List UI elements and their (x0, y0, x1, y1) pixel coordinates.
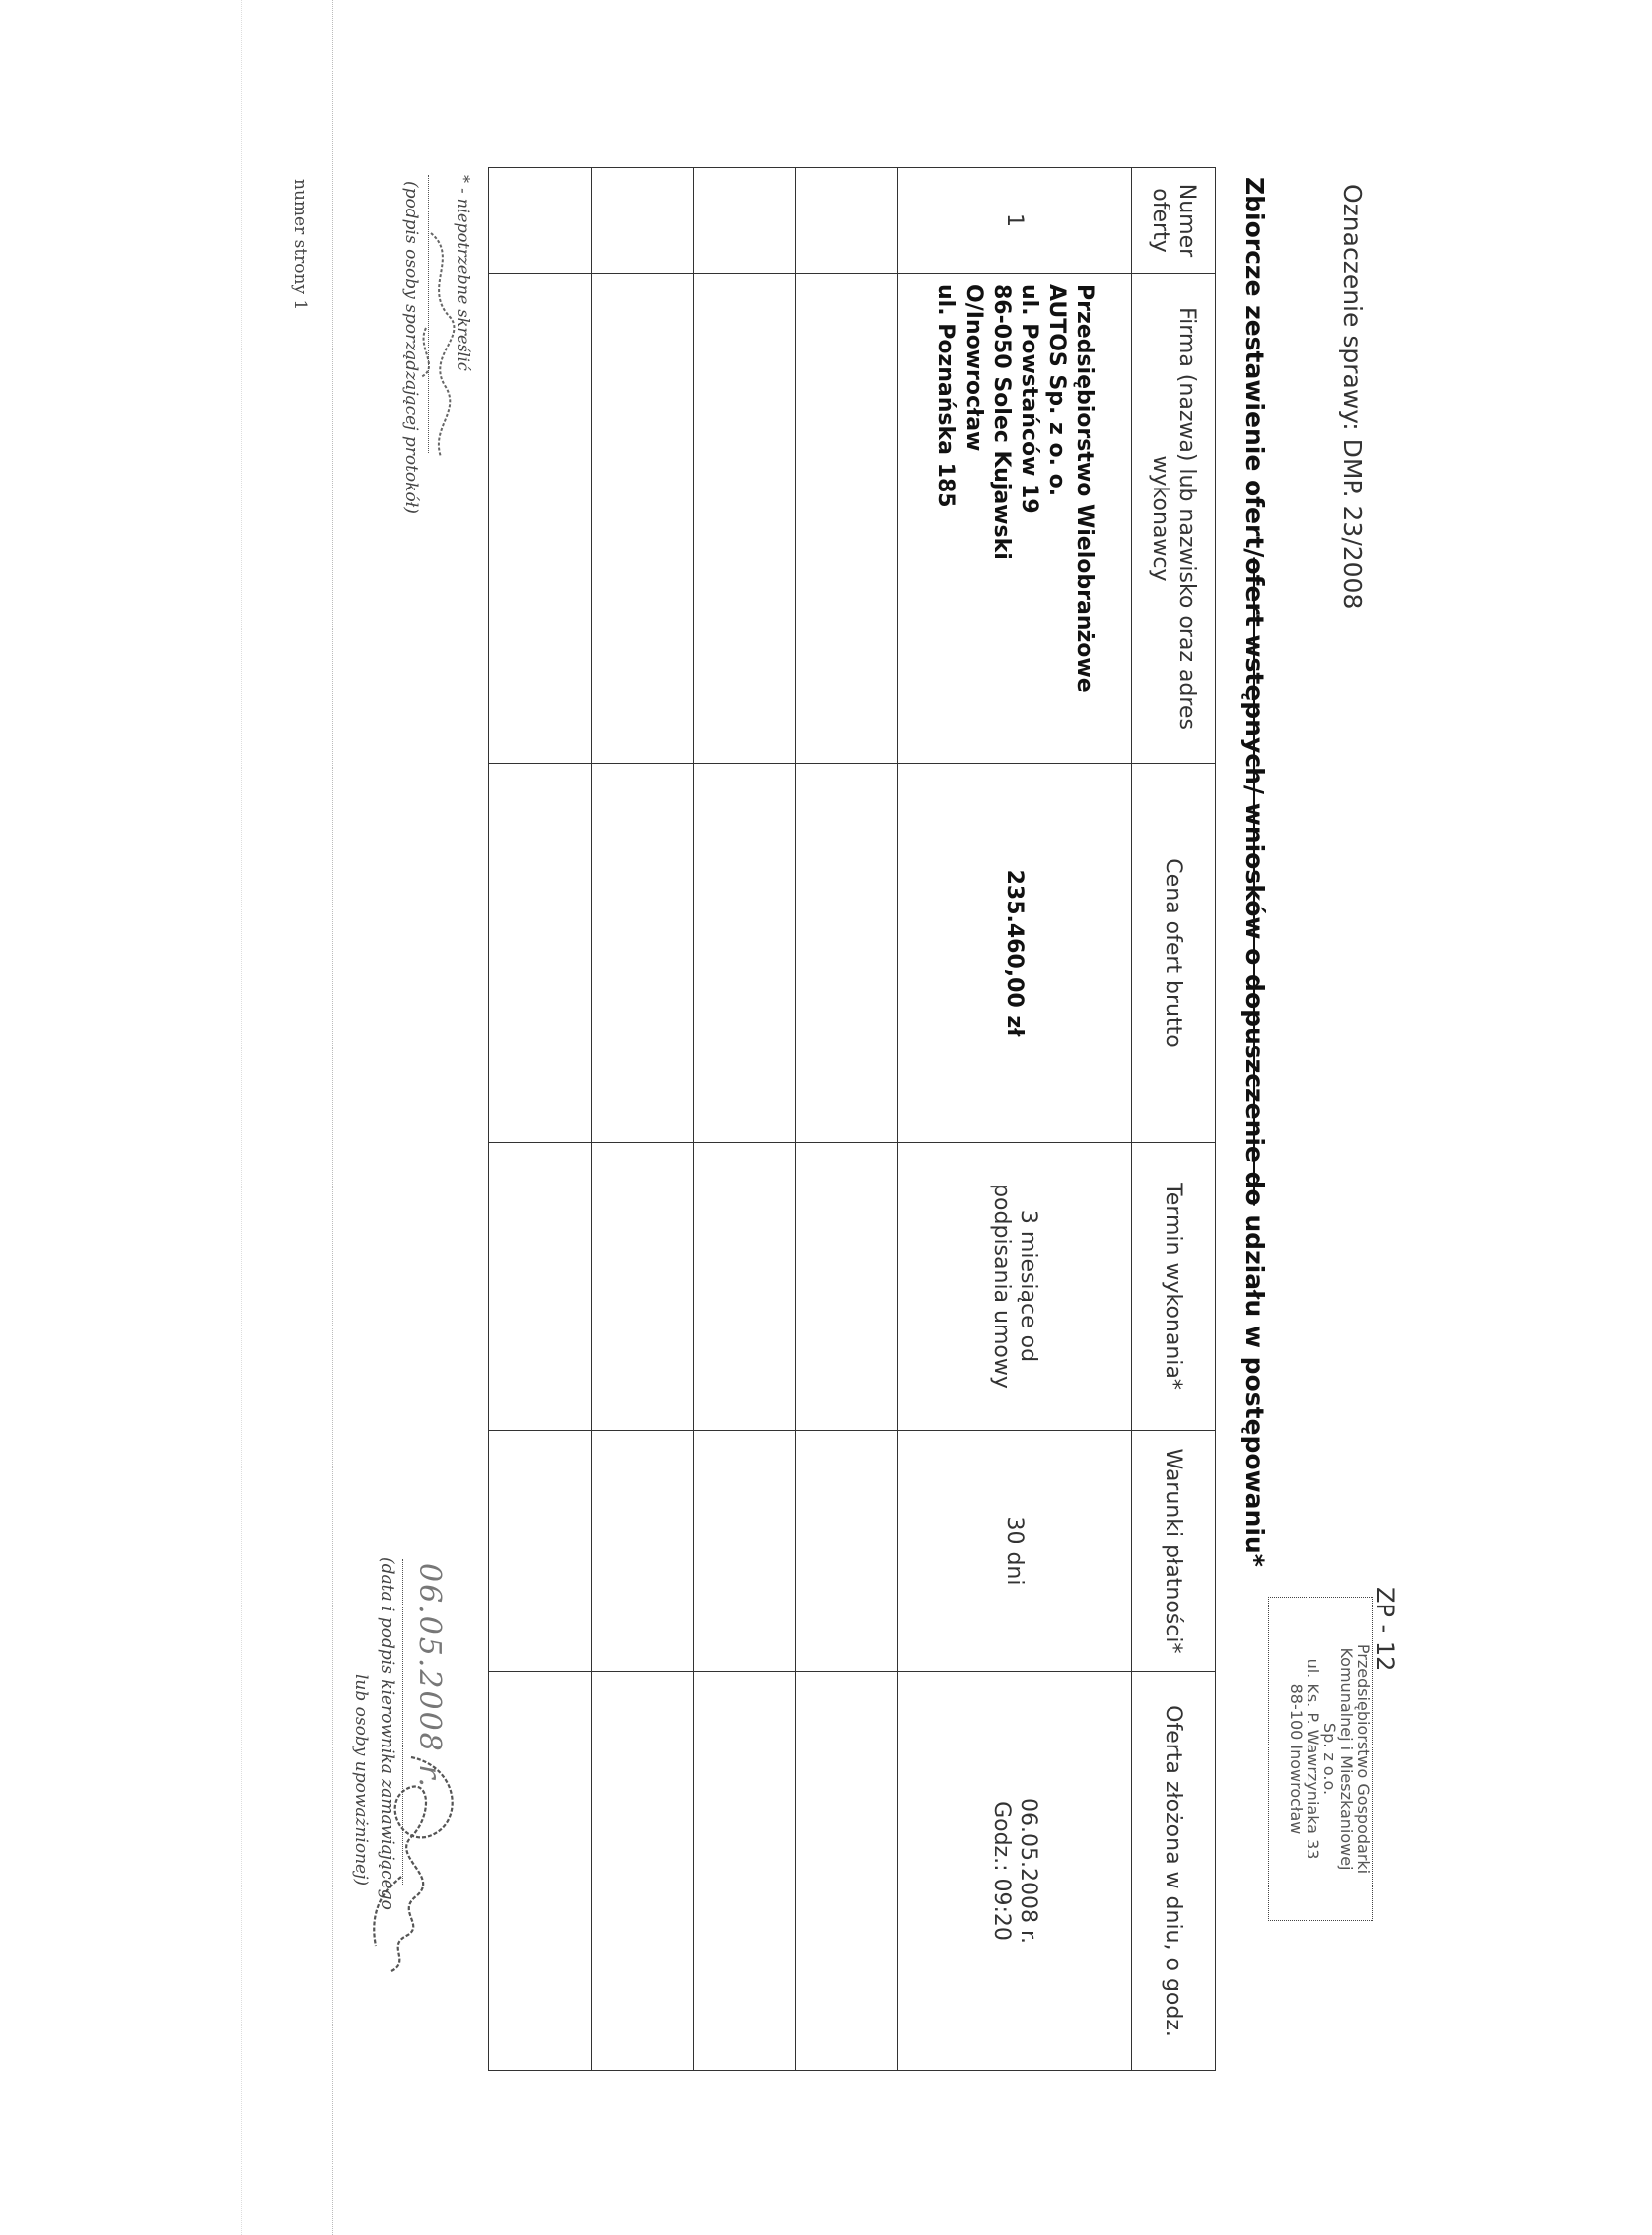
company-stamp (1268, 1597, 1373, 1921)
submitted-line: 06.05.2008 r. (1016, 1798, 1040, 1944)
table-row-empty (796, 168, 898, 2071)
signature-line (402, 1559, 403, 1886)
manager-signature-caption-line2: lub osoby upoważnionej) (351, 1674, 371, 1886)
column-header-offer-number: Numer oferty (1132, 168, 1216, 274)
stamp-line: Sp. z o.o. (1320, 1722, 1339, 1796)
table-row (898, 168, 1132, 2071)
firm-line: ul. Poznańska 185 (933, 284, 958, 508)
title-part1: Zbiorcze zestawienie ofert/ (1240, 177, 1269, 558)
scan-edge-line (332, 0, 333, 2235)
manager-signature-caption: (data i podpis kierownika zamawiającego (377, 1557, 397, 1910)
term-cell (898, 1143, 1132, 1431)
stamp-line: Komunalnej i Mieszkaniowej (1337, 1647, 1356, 1871)
firm-cell (898, 274, 1132, 764)
submitted-line: Godz.: 09:20 (989, 1801, 1014, 1941)
firm-line: AUTOS Sp. z o. o. (1044, 284, 1069, 497)
stamp-line: Przedsiębiorstwo Gospodarki (1354, 1643, 1373, 1875)
footnote: * - niepotrzebne skreślić (454, 175, 473, 371)
document-title (1240, 177, 1269, 1567)
firm-line: Przedsiębiorstwo Wielobranżowe (1072, 284, 1097, 693)
term-line: podpisania umowy (989, 1184, 1014, 1389)
offers-table (488, 167, 1216, 2071)
firm-line: ul. Powstańców 19 (1017, 284, 1041, 514)
column-header-firm: Firma (nazwa) lub nazwisko oraz adres wykonawcy (1132, 274, 1216, 764)
form-code: ZP - 12 (1371, 1587, 1399, 1672)
firm-line: O/Inowrocław (961, 284, 986, 452)
stamp-line: 88-100 Inowrocław (1287, 1683, 1306, 1835)
table-row-empty (489, 168, 592, 2071)
term-line: 3 miesiące od (1016, 1209, 1040, 1363)
payment-cell: 30 dni (898, 1431, 1132, 1672)
handwritten-date: 06.05.2008 r. (412, 1563, 447, 1789)
stamp-line: ul. Ks. P. Wawrzyniaka 33 (1304, 1658, 1322, 1860)
column-header-price: Cena ofert brutto (1132, 764, 1216, 1143)
column-header-term: Termin wykonania* (1132, 1143, 1216, 1431)
title-struck-text: ofert wstępnych/ wniosków o dopuszczenie do (1240, 557, 1269, 1206)
table-header-row (1132, 168, 1216, 2071)
firm-line: 86-050 Solec Kujawski (989, 284, 1014, 560)
price-cell: 235.460,00 zł (898, 764, 1132, 1143)
table-row-empty (592, 168, 694, 2071)
column-header-submitted: Oferta złożona w dniu, o godz. (1132, 1672, 1216, 2071)
table-row-empty (694, 168, 796, 2071)
offer-number: 1 (898, 168, 1132, 274)
submitted-cell (898, 1672, 1132, 2071)
preparer-signature-caption: (podpis osoby sporządzającej protokół) (401, 181, 421, 514)
title-part2: udziału w postępowaniu* (1240, 1205, 1269, 1567)
column-header-payment: Warunki płatności* (1132, 1431, 1216, 1672)
signature-line (428, 175, 429, 453)
page-number: numer strony 1 (290, 179, 310, 311)
scan-edge-line (241, 0, 242, 2235)
case-designation: Oznaczenie sprawy: DMP. 23/2008 (1338, 184, 1367, 610)
